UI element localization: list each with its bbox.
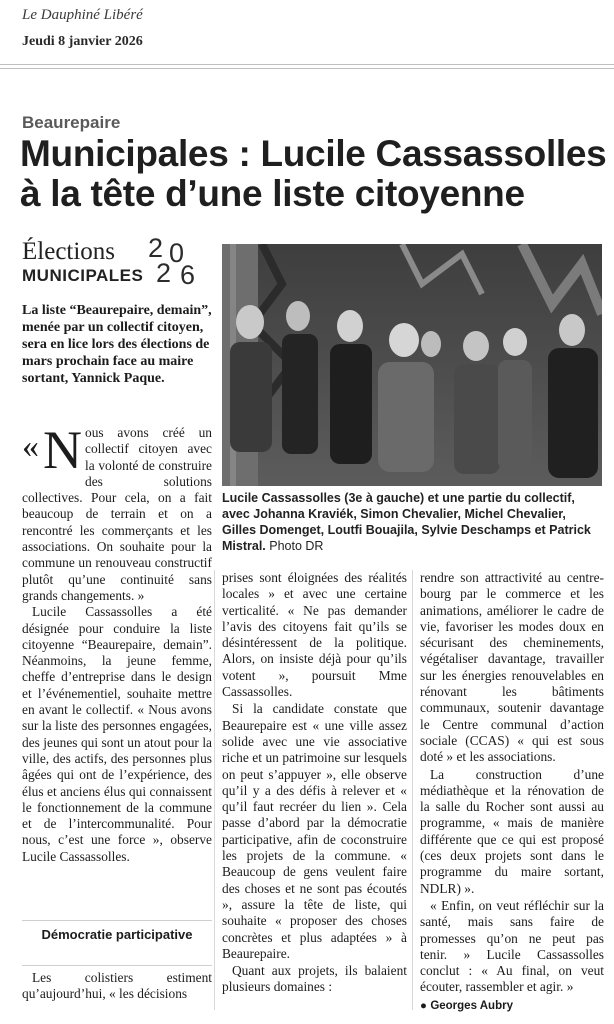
lead-paragraph: ous avons créé un collectif citoyen avec la volonté de construire des solutions collectives. Pour cela, on a fait beaucoup de terrain et on a rencontré les commerçants et les associations. On souhaite pour la commune un renouveau constructif plutôt qu’une continuité sans grands changements. » xyxy=(22,425,212,603)
column-divider xyxy=(214,570,215,1010)
body-paragraph: La construction d’une médiathèque et la rénovation de la salle du Rocher sont aussi au programme, « mais de manière différente que ce qui est proposé (ces deux projets sont dans le programme du maire sortant, NDLR) ». xyxy=(420,766,604,896)
brand-year-digit: 2 xyxy=(148,233,164,263)
brand-municipales-text: MUNICIPALES xyxy=(22,266,144,285)
author-signature: Georges Aubry xyxy=(430,999,513,1012)
body-paragraph: rendre son attractivité au centre-bourg par le commerce et les animations, améliorer le cadre de vie, favoriser les modes doux en sécurisant des cheminements, végétaliser davantage, travailler sur les énergies renouvelables en rénovant les bâtiments communaux, soutenir davantage le Centre communal d’action sociale (CCAS) « qui est sous doté » et les associations. xyxy=(420,570,604,765)
subhead: Démocratie participative xyxy=(41,927,193,942)
headline-line-2: à la tête d’une liste citoyenne xyxy=(20,173,525,214)
article-chapo: La liste “Beaurepaire, demain”, menée par un collectif citoyen, sera en lice lors des élections de mars prochain face au maire sortant, Yannick Paque. xyxy=(22,303,212,386)
body-paragraph: Quant aux projets, ils balaient plusieurs domaines : xyxy=(222,963,407,995)
article-column-2 xyxy=(222,570,407,997)
body-paragraph: Si la candidate constate que Beaurepaire est « une ville assez solide avec une vie associative riche et un patrimoine sur lesquels on peut s’appuyer », elle observe qu’il y a des défis à relever et « qu’il faut recréer du lien ». Cela passe d’abord par la démocratie participative, afin de coconstruire les projets de la commune. « Beaucoup de gens veulent faire des choses et ne sont pas écoutés », assure la tête de liste, qui souhaite « proposer des choses concrètes et plus adaptées » à Beaurepaire. xyxy=(222,701,407,961)
caption-text: Lucile Cassassolles (3e à gauche) et une partie du collectif, avec Johanna Kraviék, Simon Chevalier, Michel Chevalier, Gilles Domenget, Loutfi Bouajila, Sylvie Deschamps et Patrick Mistral. xyxy=(222,491,591,553)
newspaper-name: Le Dauphiné Libéré xyxy=(22,7,143,23)
header-divider xyxy=(0,64,614,65)
brand-year-digit: 2 xyxy=(156,258,172,288)
article-column-3 xyxy=(420,570,604,1015)
header-divider-2 xyxy=(0,68,614,69)
brand-elections-text: Élections xyxy=(22,238,116,265)
body-paragraph: « Enfin, on veut réfléchir sur la santé, mais sans faire de promesses qu’on ne peut pas tenir. » Lucile Cassassolles conclut : « Au final, on veut écouter, rassembler et agir. » xyxy=(420,897,604,995)
brand-year-digit: 0 xyxy=(169,238,185,268)
body-paragraph: Les colistiers estiment qu’aujourd’hui, « les décisions xyxy=(22,970,212,1002)
headline xyxy=(20,134,610,214)
city-kicker: Beaurepaire xyxy=(22,113,121,132)
body-paragraph: prises sont éloignées des réalités locales » et avec une certaine verticalité. « Ne pas demander l’avis des citoyens fait qu’ils se désintéressent de la politique. Alors, on insiste déjà pour qu’ils votent », poursuit Mme Cassassolles. xyxy=(222,570,407,700)
article-column-1-continued xyxy=(22,970,212,1004)
group-photo xyxy=(222,244,602,486)
headline-line-1: Municipales : Lucile Cassassolles xyxy=(20,133,607,174)
dropcap-letter: N xyxy=(43,420,82,480)
opening-quote-mark: « xyxy=(22,428,39,465)
elections-brand xyxy=(22,233,212,292)
group-photo-image xyxy=(222,244,602,486)
article-column-1 xyxy=(22,420,212,866)
column-divider xyxy=(412,570,413,1010)
brand-year-digit: 6 xyxy=(180,260,196,290)
bullet-icon: ● xyxy=(420,999,427,1012)
subhead-box xyxy=(22,920,212,966)
body-paragraph: Lucile Cassassolles a été désignée pour conduire la liste citoyenne “Beaurepaire, demain”. Néanmoins, la jeune femme, cheffe d’entreprise dans le design et l’événementiel, souhaite mettre en avant le collectif. « Nous avons sur la liste des personnes engagées, des jeunes qui sont un atout pour la ville, des actifs, des personnes plus âgées qui ont de l’expérience, des élus et anciens élus qui connaissent le fonctionnement de la commune et de l’intercommunalité. Pour nous, c’est une force », observe Lucile Cassassolles. xyxy=(22,604,212,864)
publication-date: Jeudi 8 janvier 2026 xyxy=(22,34,143,49)
author-signature-line xyxy=(420,997,604,1014)
photo-credit: Photo DR xyxy=(269,539,324,553)
photo-caption xyxy=(222,490,602,554)
